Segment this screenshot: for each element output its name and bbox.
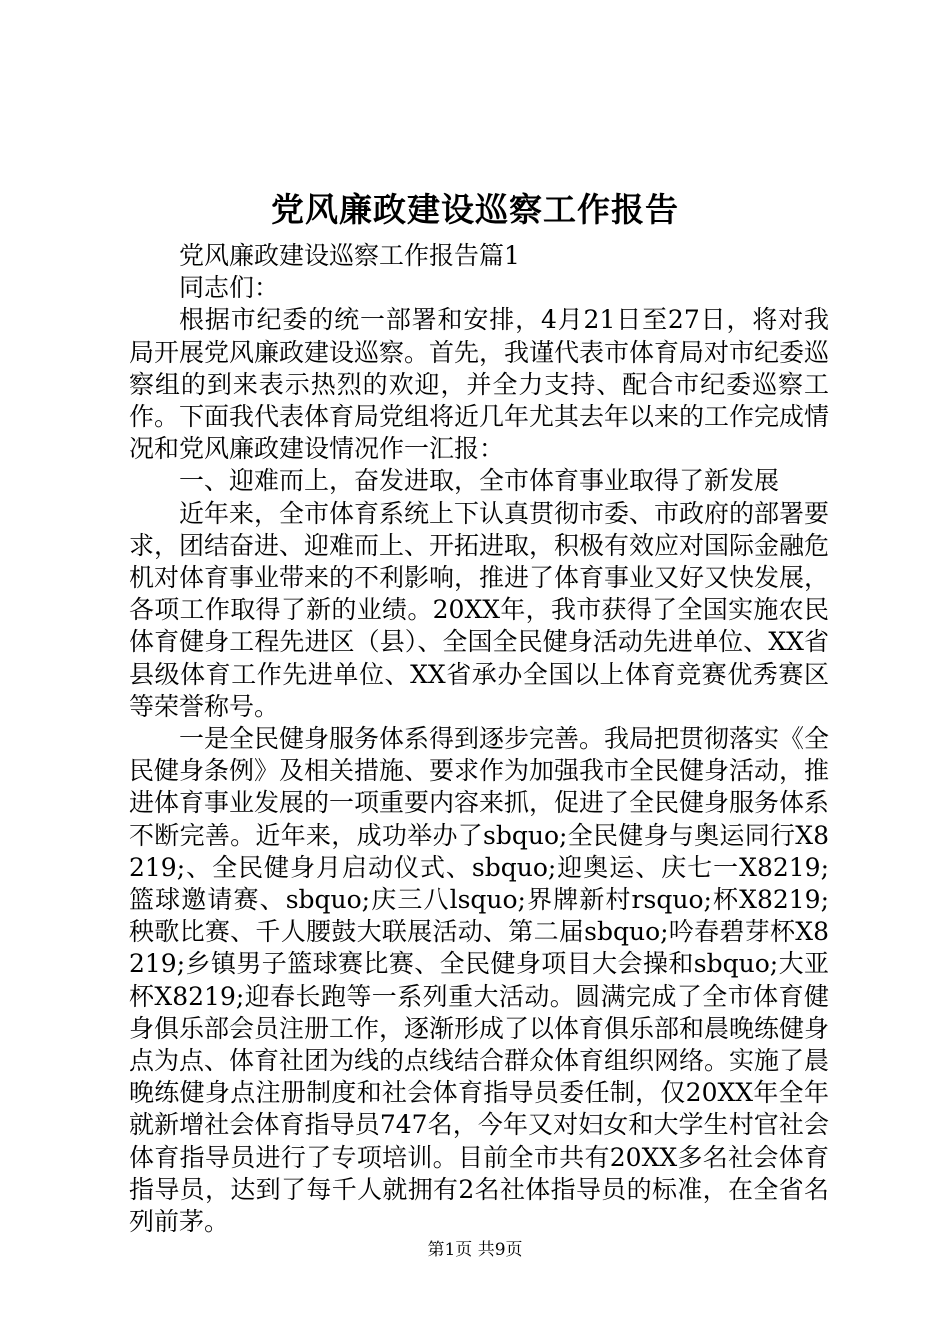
intro-paragraph: 根据市纪委的统一部署和安排，4月21日至27日，将对我局开展党风廉政建设巡察。首先，我谨代表市体育局对市纪委巡察组的到来表示热烈的欢迎，并全力支持、配合市纪委巡察工作。下面我代表体育局党组将近几年尤其去年以来的工作完成情况和党风廉政建设情况作一汇报： bbox=[129, 305, 830, 464]
salutation: 同志们： bbox=[179, 273, 280, 303]
document-title: 党风廉政建设巡察工作报告 bbox=[271, 190, 679, 229]
page-footer: 第1页 共9页 bbox=[427, 1240, 523, 1260]
achievements-paragraph: 近年来，全市体育系统上下认真贯彻市委、市政府的部署要求，团结奋进、迎难而上、开拓进取，积极有效应对国际金融危机对体育事业带来的不利影响，推进了体育事业又好又快发展，各项工作取得了新的业绩。20XX年，我市获得了全国实施农民体育健身工程先进区（县）、全国全民健身活动先进单位、XX省县级体育工作先进单位、XX省承办全国以上体育竞赛优秀赛区等荣誉称号。 bbox=[129, 498, 830, 721]
fitness-paragraph: 一是全民健身服务体系得到逐步完善。我局把贯彻落实《全民健身条例》及相关措施、要求作为加强我市全民健身活动，推进体育事业发展的一项重要内容来抓，促进了全民健身服务体系不断完善。近年来，成功举办了sbquo;全民健身与奥运同行X8219;、全民健身月启动仪式、sbquo;迎奥运、庆七一X8219;篮球邀请赛、sbquo;庆三八lsquo;界牌新村rsquo;杯X8219;秧歌比赛、千人腰鼓大联展活动、第二届sbquo;吟春碧芽杯X8219;乡镇男子篮球赛比赛、全民健身项目大会操和sbquo;大亚杯X8219;迎春长跑等一系列重大活动。圆满完成了全市体育健身俱乐部会员注册工作，逐渐形成了以体育俱乐部和晨晚练健身点为点、体育社团为线的点线结合群众体育组织网络。实施了晨晚练健身点注册制度和社会体育指导员委任制，仅20XX年全年就新增社会体育指导员747名，今年又对妇女和大学生村官社会体育指导员进行了专项培训。目前全市共有20XX多名社会体育指导员，达到了每千人就拥有2名社体指导员的标准，在全省名列前茅。 bbox=[129, 724, 830, 1237]
document-body bbox=[129, 240, 829, 1238]
subheading-one: 一、迎难而上，奋发进取，全市体育事业取得了新发展 bbox=[179, 466, 780, 496]
section-heading: 党风廉政建设巡察工作报告篇1 bbox=[179, 241, 520, 270]
